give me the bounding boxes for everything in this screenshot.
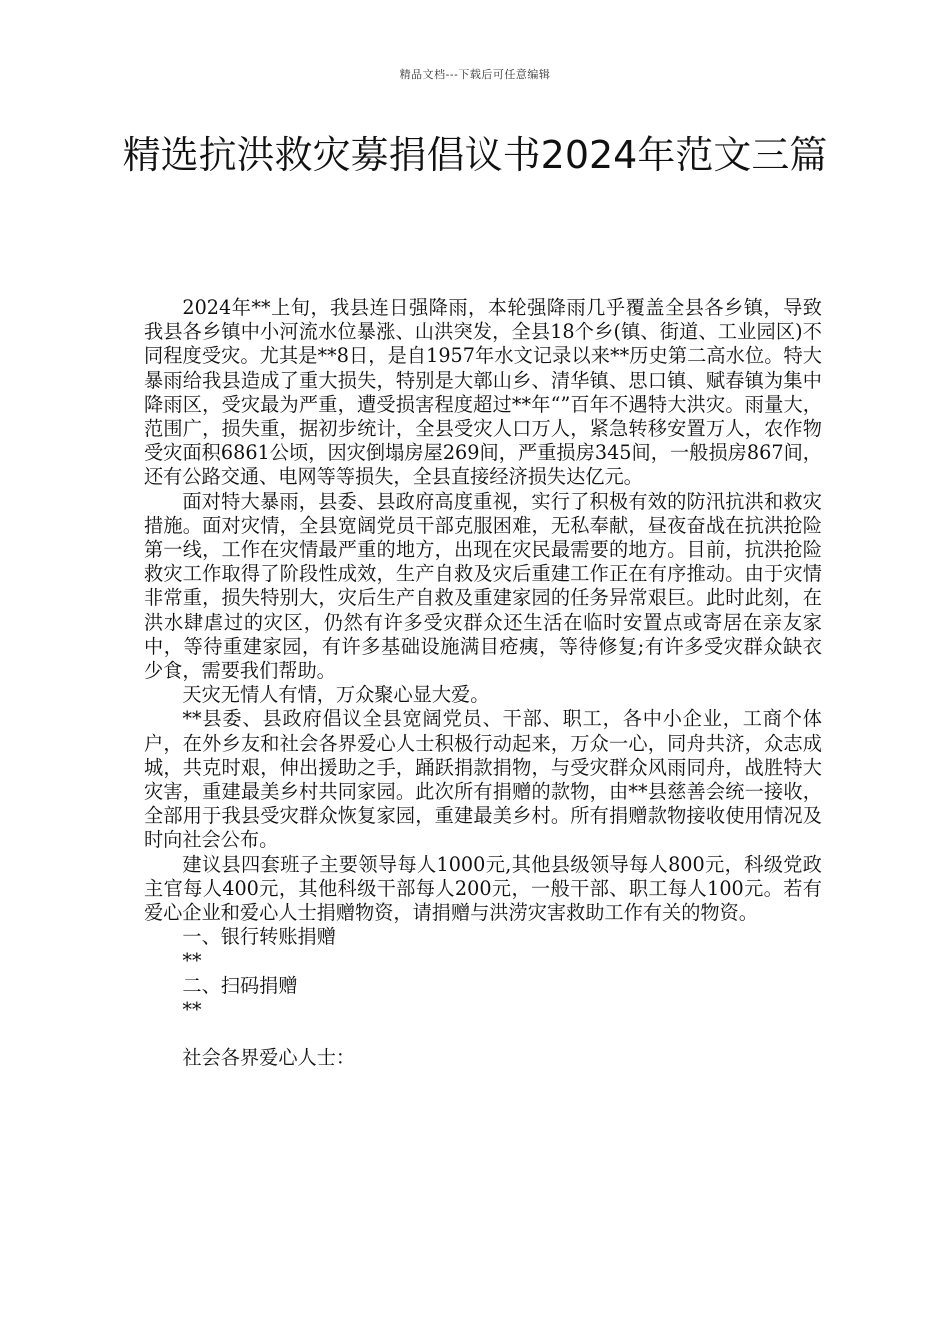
section-heading: 一、银行转账捐赠 xyxy=(182,925,336,949)
paragraph: 面对特大暴雨，县委、县政府高度重视，实行了积极有效的防汛抗洪和救灾措施。面对灾情，全县宽阔党员干部克服困难，无私奉献，昼夜奋战在抗洪抢险第一线，工作在灾情最严重的地方，出现在灾民最需要的地方。目前，抗洪抢险救灾工作取得了阶段性成效，生产自救及灾后重建工作正在有序推动。由于灾情非常重，损失特别大，灾后生产自救及重建家园的任务异常艰巨。此时此刻，在洪水肆虐过的灾区，仍然有许多受灾群众还生活在临时安置点或寄居在亲友家中，等待重建家园，有许多基础设施满目疮痍，等待修复;有许多受灾群众缺衣少食，需要我们帮助。 xyxy=(144,489,822,683)
blank-line xyxy=(144,1022,822,1046)
page-header: 精品文档---下载后可任意编辑 xyxy=(399,68,551,81)
section-heading: 二、扫码捐赠 xyxy=(182,973,298,997)
salutation: 社会各界爱心人士： xyxy=(182,1046,356,1070)
paragraph: 2024年**上旬，我县连日强降雨，本轮强降雨几乎覆盖全县各乡镇，导致我县各乡镇中小河流水位暴涨、山洪突发，全县18个乡(镇、街道、工业园区)不同程度受灾。尤其是**8日，是自1957年水文记录以来**历史第二高水位。特大暴雨给我县造成了重大损失，特别是大鄣山乡、清华镇、思口镇、赋春镇为集中降雨区，受灾最为严重，遭受损害程度超过**年“”百年不遇特大洪灾。雨量大，范围广，损失重，据初步统计，全县受灾人口万人，紧急转移安置万人，农作物受灾面积6861公顷，因灾倒塌房屋269间，严重损房345间，一般损房867间，还有公路交通、电网等等损失，全县直接经济损失达亿元。 xyxy=(144,296,822,489)
paragraph: **县委、县政府倡议全县宽阔党员、干部、职工，各中小企业，工商个体户，在外乡友和社会各界爱心人士积极行动起来，万众一心，同舟共济，众志成城，共克时艰，伸出援助之手，踊跃捐款捐物，与受灾群众风雨同舟，战胜特大灾害，重建最美乡村共同家园。此次所有捐赠的款物，由**县慈善会统一接收，全部用于我县受灾群众恢复家园，重建最美乡村。所有捐赠款物接收使用情况及时向社会公布。 xyxy=(144,707,822,852)
document-body xyxy=(144,296,822,1070)
document-title: 精选抗洪救灾募捐倡议书2024年范文三篇 xyxy=(122,133,828,177)
paragraph: ** xyxy=(182,949,202,973)
paragraph: 建议县四套班子主要领导每人1000元,其他县级领导每人800元，科级党政主官每人400元，其他科级干部每人200元，一般干部、职工每人100元。若有爱心企业和爱心人士捐赠物资，请捐赠与洪涝灾害救助工作有关的物资。 xyxy=(144,852,822,925)
paragraph: ** xyxy=(182,997,202,1021)
paragraph: 天灾无情人有情，万众聚心显大爱。 xyxy=(182,683,490,707)
